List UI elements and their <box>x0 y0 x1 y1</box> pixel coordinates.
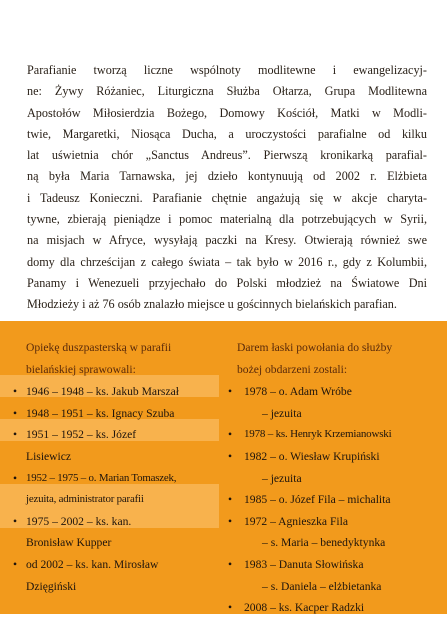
vocations-heading: Darem łaski powołania do służby bożej obdarzeni zostali: <box>237 341 393 376</box>
bullet-icon: • <box>228 385 233 399</box>
list-item: • 1952 – 1975 – o. Marian Tomaszek, jezuita, administrator parafii <box>13 468 219 511</box>
intro-line: lat uświetnia chór „Sanctus Andreus”. Pierwszą kronikarką parafial- <box>27 148 427 163</box>
intro-line: tywne, zbierają pieniądze i pomoc materialną dla potrzebujących w Syrii, <box>27 212 427 227</box>
bullet-icon: • <box>13 514 18 528</box>
intro-line: twie, Margaretki, Niosąca Ducha, a uroczystości parafialne od kilku <box>27 126 427 141</box>
intro-line: na misjach w Afryce, wysyłają paczki na Kresy. Otwierają również swe <box>27 233 427 248</box>
pastors-heading: Opiekę duszpasterską w parafii bielańskiej sprawowali: <box>26 341 172 376</box>
list-item: • 1972 – Agnieszka Fila – s. Maria – benedyktynka <box>228 511 438 554</box>
bullet-icon: • <box>228 428 233 442</box>
list-item: • od 2002 – ks. kan. Mirosław Dzięgiński <box>13 554 219 597</box>
bullet-icon: • <box>13 428 18 442</box>
pastors-column <box>13 337 219 597</box>
intro-line: ne: Żywy Różaniec, Liturgiczna Służba Ołtarza, Grupa Modlitewna <box>27 84 427 99</box>
list-item: • 2008 – ks. Kacper Radzki <box>228 597 438 619</box>
list-item: • 1946 – 1948 – ks. Jakub Marszał <box>13 381 219 403</box>
bullet-icon: • <box>228 449 233 463</box>
bullet-icon: • <box>13 557 18 571</box>
intro-line: domy dla chrześcijan z całego świata – tak było w 2016 r., gdy z Kolumbii, <box>27 254 427 269</box>
list-item: • 1982 – o. Wiesław Krupiński – jezuita <box>228 446 438 489</box>
pastors-list <box>13 381 219 597</box>
list-item: • 1948 – 1951 – ks. Ignacy Szuba <box>13 403 219 425</box>
bullet-icon: • <box>13 406 18 420</box>
list-item: • 1983 – Danuta Słowińska – s. Daniela – elżbietanka <box>228 554 438 597</box>
list-item: • 1978 – ks. Henryk Krzemianowski <box>228 424 438 446</box>
vocations-list <box>228 381 438 619</box>
list-item: • 1951 – 1952 – ks. Józef Lisiewicz <box>13 424 219 467</box>
list-item: • 1975 – 2002 – ks. kan. Bronisław Kupper <box>13 511 219 554</box>
list-item: • 1978 – o. Adam Wróbe – jezuita <box>228 381 438 424</box>
bullet-icon: • <box>228 493 233 507</box>
list-item: • 1985 – o. Józef Fila – michalita <box>228 489 438 511</box>
bullet-icon: • <box>13 471 18 485</box>
intro-line: Parafianie tworzą liczne wspólnoty modlitewne i ewangelizacyj- <box>27 63 427 77</box>
intro-line: Apostołów Miłosierdzia Bożego, Domowy Kościół, Matki w Modli- <box>27 105 427 120</box>
intro-line: i Tadeusz Konieczni. Parafianie chętnie angażują się w akcje charyta- <box>27 190 427 205</box>
bullet-icon: • <box>228 557 233 571</box>
intro-paragraph <box>27 60 427 316</box>
vocations-column <box>228 337 438 619</box>
intro-line: ną była Maria Tarnawska, jej dzieło kontynuują od 2002 r. Elżbieta <box>27 169 427 184</box>
intro-line: Panamy i Wenezueli przyjechało do Polski młodzież na Światowe Dni <box>27 275 427 290</box>
bullet-icon: • <box>13 385 18 399</box>
intro-line: Młodzieży i aż 76 osób znalazło miejsce u gościnnych bielańskich parafian. <box>27 297 397 312</box>
bullet-icon: • <box>228 601 233 615</box>
bullet-icon: • <box>228 514 233 528</box>
